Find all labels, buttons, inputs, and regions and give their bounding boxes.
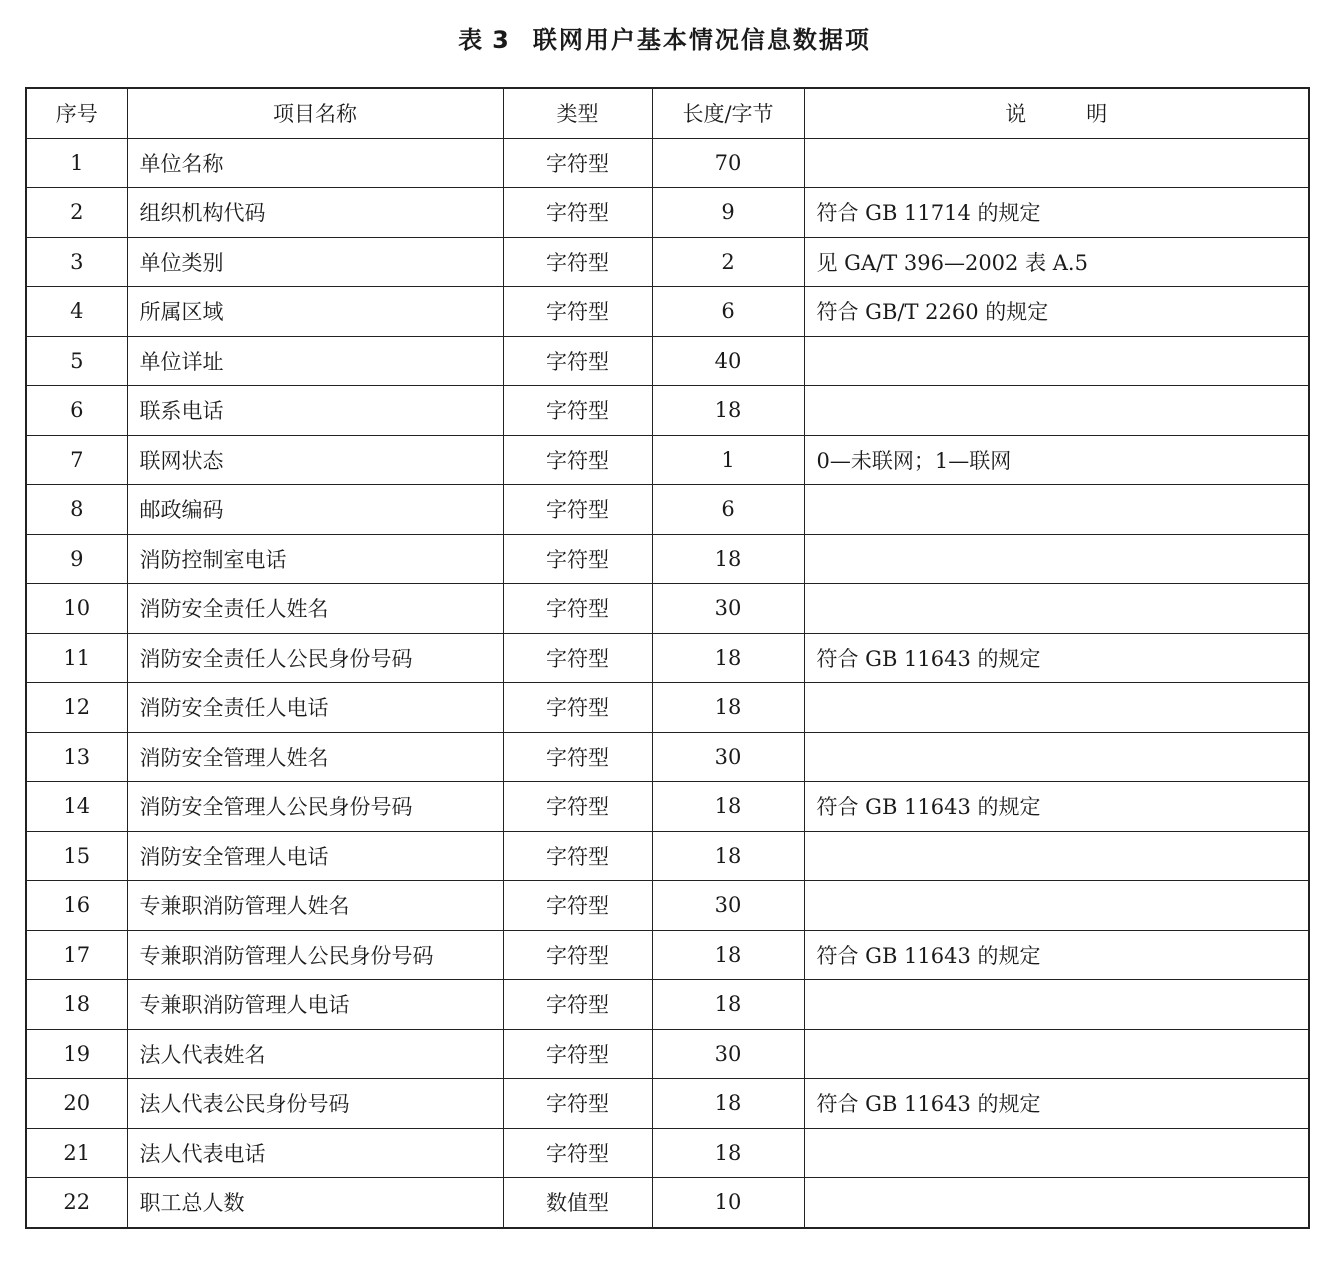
cell-length: 18 [652,633,804,683]
table-row [26,683,1309,733]
cell-type: 字符型 [503,336,652,386]
table-row [26,336,1309,386]
cell-type: 字符型 [503,287,652,337]
cell-note [804,881,1309,931]
cell-length: 6 [652,485,804,535]
cell-name: 专兼职消防管理人公民身份号码 [127,930,503,980]
header-note [804,88,1309,138]
caption-number: 3 [492,26,511,54]
table-row [26,732,1309,782]
cell-type: 字符型 [503,1029,652,1079]
cell-length: 18 [652,1079,804,1129]
cell-name: 所属区域 [127,287,503,337]
cell-no: 8 [26,485,127,535]
cell-length: 30 [652,732,804,782]
cell-note: 符合 GB 11643 的规定 [804,782,1309,832]
cell-note [804,386,1309,436]
cell-no: 19 [26,1029,127,1079]
cell-name: 消防安全责任人公民身份号码 [127,633,503,683]
table-row [26,287,1309,337]
table-row [26,534,1309,584]
cell-length: 18 [652,930,804,980]
cell-no: 15 [26,831,127,881]
cell-note [804,485,1309,535]
table-row [26,633,1309,683]
cell-no: 5 [26,336,127,386]
cell-type: 数值型 [503,1178,652,1228]
cell-no: 21 [26,1128,127,1178]
cell-type: 字符型 [503,683,652,733]
header-name: 项目名称 [127,88,503,138]
cell-note: 符合 GB 11643 的规定 [804,930,1309,980]
cell-no: 14 [26,782,127,832]
cell-length: 18 [652,782,804,832]
table-row [26,1178,1309,1228]
cell-name: 职工总人数 [127,1178,503,1228]
table-row [26,386,1309,436]
table-row [26,485,1309,535]
cell-length: 10 [652,1178,804,1228]
cell-no: 11 [26,633,127,683]
cell-length: 30 [652,881,804,931]
cell-no: 10 [26,584,127,634]
table-row [26,1079,1309,1129]
cell-no: 22 [26,1178,127,1228]
cell-type: 字符型 [503,930,652,980]
cell-name: 单位详址 [127,336,503,386]
table-row [26,584,1309,634]
cell-length: 18 [652,386,804,436]
cell-name: 联网状态 [127,435,503,485]
cell-name: 专兼职消防管理人姓名 [127,881,503,931]
header-length: 长度/字节 [652,88,804,138]
cell-type: 字符型 [503,435,652,485]
cell-note [804,831,1309,881]
cell-note [804,534,1309,584]
cell-note [804,1178,1309,1228]
table-body [26,138,1309,1228]
cell-type: 字符型 [503,534,652,584]
cell-length: 18 [652,831,804,881]
cell-length: 18 [652,534,804,584]
cell-length: 18 [652,1128,804,1178]
cell-length: 2 [652,237,804,287]
cell-name: 消防控制室电话 [127,534,503,584]
cell-no: 3 [26,237,127,287]
cell-name: 专兼职消防管理人电话 [127,980,503,1030]
cell-length: 18 [652,683,804,733]
cell-type: 字符型 [503,237,652,287]
cell-no: 7 [26,435,127,485]
cell-note: 符合 GB 11643 的规定 [804,633,1309,683]
cell-no: 1 [26,138,127,188]
cell-type: 字符型 [503,782,652,832]
cell-length: 6 [652,287,804,337]
cell-note [804,732,1309,782]
cell-note [804,1029,1309,1079]
cell-note: 符合 GB 11714 的规定 [804,188,1309,238]
cell-name: 消防安全管理人公民身份号码 [127,782,503,832]
cell-name: 消防安全管理人电话 [127,831,503,881]
table-row [26,881,1309,931]
cell-name: 法人代表公民身份号码 [127,1079,503,1129]
cell-type: 字符型 [503,485,652,535]
cell-name: 消防安全责任人姓名 [127,584,503,634]
cell-type: 字符型 [503,633,652,683]
table-row [26,782,1309,832]
cell-note [804,336,1309,386]
cell-type: 字符型 [503,732,652,782]
cell-type: 字符型 [503,831,652,881]
cell-type: 字符型 [503,188,652,238]
cell-name: 法人代表电话 [127,1128,503,1178]
cell-no: 17 [26,930,127,980]
cell-no: 13 [26,732,127,782]
table-row [26,1029,1309,1079]
cell-name: 消防安全管理人姓名 [127,732,503,782]
table-row [26,435,1309,485]
cell-note: 符合 GB 11643 的规定 [804,1079,1309,1129]
cell-no: 2 [26,188,127,238]
cell-no: 18 [26,980,127,1030]
cell-no: 16 [26,881,127,931]
cell-name: 单位类别 [127,237,503,287]
cell-length: 30 [652,1029,804,1079]
cell-note [804,980,1309,1030]
cell-no: 9 [26,534,127,584]
cell-note [804,1128,1309,1178]
cell-type: 字符型 [503,881,652,931]
cell-type: 字符型 [503,980,652,1030]
table-row [26,1128,1309,1178]
cell-type: 字符型 [503,1079,652,1129]
table-row [26,980,1309,1030]
cell-name: 联系电话 [127,386,503,436]
data-items-table [25,87,1310,1229]
caption-prefix: 表 [458,26,485,54]
cell-name: 消防安全责任人电话 [127,683,503,733]
cell-no: 12 [26,683,127,733]
table-row [26,831,1309,881]
cell-name: 邮政编码 [127,485,503,535]
cell-type: 字符型 [503,1128,652,1178]
table-caption [0,20,1329,55]
cell-note [804,683,1309,733]
header-no: 序号 [26,88,127,138]
cell-type: 字符型 [503,584,652,634]
cell-length: 1 [652,435,804,485]
cell-no: 20 [26,1079,127,1129]
table-row [26,930,1309,980]
cell-type: 字符型 [503,386,652,436]
cell-note: 符合 GB/T 2260 的规定 [804,287,1309,337]
cell-note [804,138,1309,188]
cell-name: 组织机构代码 [127,188,503,238]
header-type: 类型 [503,88,652,138]
cell-no: 6 [26,386,127,436]
cell-length: 18 [652,980,804,1030]
table-row [26,188,1309,238]
cell-no: 4 [26,287,127,337]
caption-text: 联网用户基本情况信息数据项 [532,26,871,54]
table-row [26,237,1309,287]
table-row [26,138,1309,188]
header-note-label: 说明 [1005,102,1168,127]
cell-type: 字符型 [503,138,652,188]
cell-note: 见 GA/T 396—2002 表 A.5 [804,237,1309,287]
cell-note [804,584,1309,634]
table-header-row [26,88,1309,138]
cell-name: 单位名称 [127,138,503,188]
cell-length: 40 [652,336,804,386]
cell-note: 0—未联网；1—联网 [804,435,1309,485]
cell-length: 70 [652,138,804,188]
cell-length: 30 [652,584,804,634]
cell-length: 9 [652,188,804,238]
cell-name: 法人代表姓名 [127,1029,503,1079]
